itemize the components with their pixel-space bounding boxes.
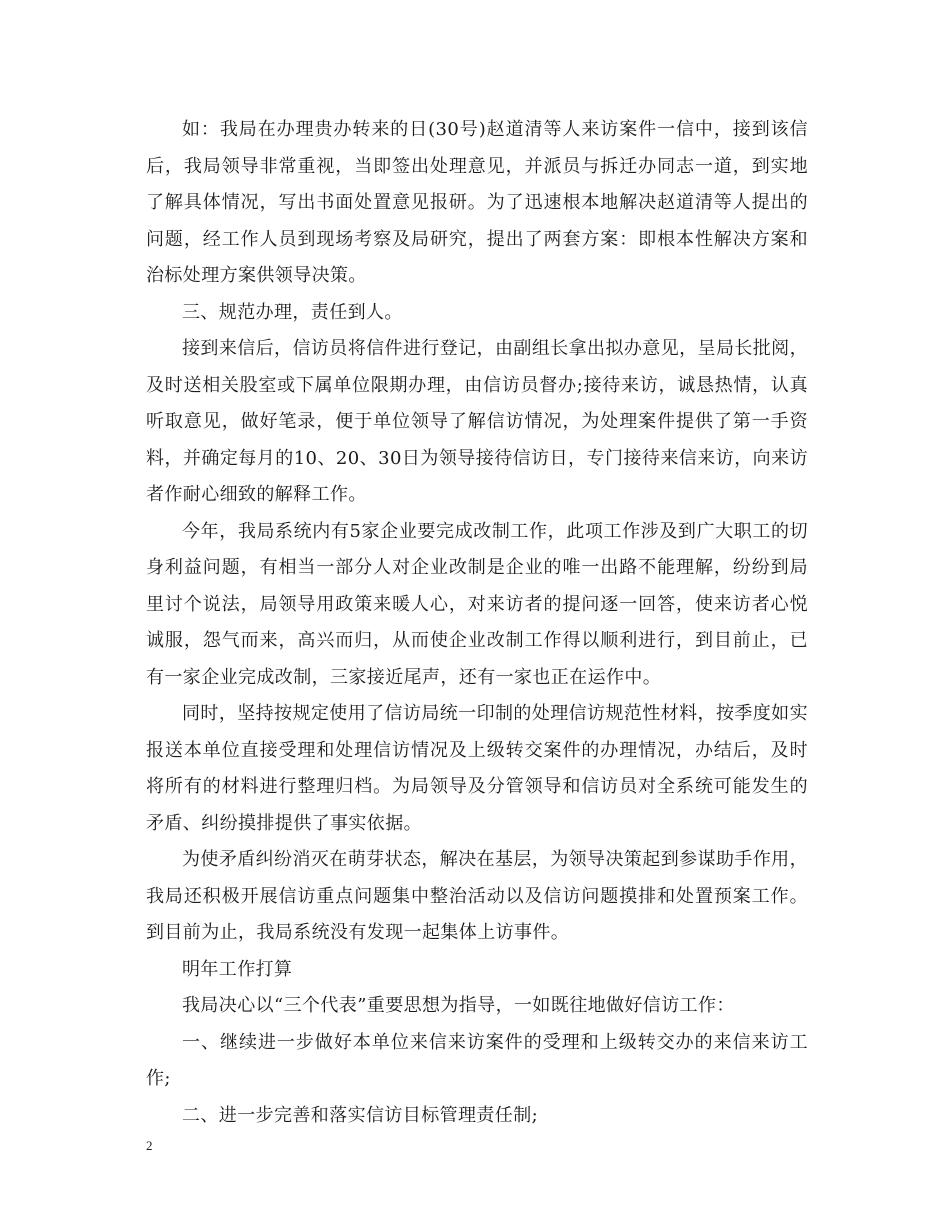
section-heading: 明年工作打算 [182,958,293,980]
paragraph: 为使矛盾纠纷消灭在萌芽状态，解决在基层，为领导决策起到参谋助手作用，我局还积极开展信访重点问题集中整治活动以及信访问题摸排和处置预案工作。到目前为止，我局系统没有发现一起集体上访事件。 [146,849,808,943]
paragraph: 我局决心以“三个代表”重要思想为指导，一如既往地做好信访工作： [182,995,735,1016]
list-item: 一、继续进一步做好本单位来信来访案件的受理和上级转交办的来信来访工作; [146,1031,808,1089]
paragraph: 今年，我局系统内有5家企业要完成改制工作，此项工作涉及到广大职工的切身利益问题，有相当一部分人对企业改制是企业的唯一出路不能理解，纷纷到局里讨个说法，局领导用政策来暖人心，对来访者的提问逐一回答，使来访者心悦诚服，怨气而来，高兴而归，从而使企业改制工作得以顺利进行，到目前止，已有一家企业完成改制，三家接近尾声，还有一家也正在运作中。 [146,520,808,688]
list-item: 二、进一步完善和落实信访目标管理责任制; [182,1104,539,1126]
section-heading: 三、规范办理，责任到人。 [182,301,403,323]
paragraph: 如：我局在办理贵办转来的日(30号)赵道清等人来访案件一信中，接到该信后，我局领导非常重视，当即签出处理意见，并派员与拆迁办同志一道，到实地了解具体情况，写出书面处置意见报研。为了迅速根本地解决赵道清等人提出的问题，经工作人员到现场考察及局研究，提出了两套方案：即根本性解决方案和治标处理方案供领导决策。 [146,119,808,286]
paragraph: 同时，坚持按规定使用了信访局统一印制的处理信访规范性材料，按季度如实报送本单位直接受理和处理信访情况及上级转交案件的办理情况，办结后，及时将所有的材料进行整理归档。为局领导及分管领导和信访员对全系统可能发生的矛盾、纠纷摸排提供了事实依据。 [146,703,808,834]
document-body [146,112,808,1134]
paragraph: 接到来信后，信访员将信件进行登记，由副组长拿出拟办意见，呈局长批阅，及时送相关股室或下属单位限期办理，由信访员督办;接待来访，诚恳热情，认真听取意见，做好笔录，便于单位领导了解信访情况，为处理案件提供了第一手资料，并确定每月的10、20、30日为领导接待信访日，专门接待来信来访，向来访者作耐心细致的解释工作。 [146,338,808,505]
page-number: 2 [146,1138,153,1153]
